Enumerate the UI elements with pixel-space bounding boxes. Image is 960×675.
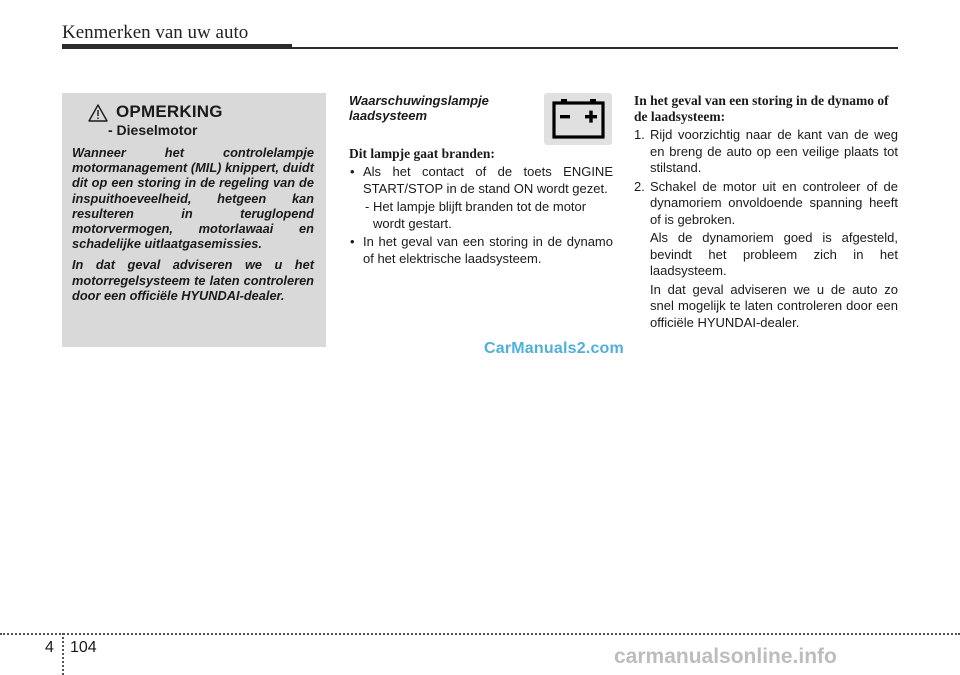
- bullet-marker: •: [350, 234, 355, 249]
- header-rule: [62, 47, 898, 49]
- step-text: Schakel de motor uit en controleer of de dynamoriem onvoldoende spanning heeft of is gebroken.: [650, 178, 898, 227]
- note-header: [72, 103, 314, 122]
- section-heading: In het geval van een storing in de dynamo of de laadsysteem:: [634, 93, 889, 124]
- page-number: 104: [70, 639, 97, 656]
- list-item: [349, 164, 613, 197]
- footer-rule: [0, 633, 960, 635]
- watermark-link[interactable]: CarManuals2.com: [484, 340, 624, 357]
- warning-triangle-icon: [88, 104, 108, 122]
- middle-column: [349, 93, 613, 266]
- bullet-list: [349, 164, 613, 267]
- bullet-marker: •: [350, 164, 355, 179]
- right-column: [634, 93, 898, 331]
- list-subitem: - Het lampje blijft branden tot de motor wordt gestart.: [365, 199, 587, 231]
- step-number: 1.: [634, 127, 645, 142]
- note-title: OPMERKING: [116, 102, 223, 121]
- note-paragraph: In dat geval adviseren we u het motorregelsysteem te laten controleren door een officiële HYUNDAI-dealer.: [72, 257, 314, 303]
- step-paragraph: In dat geval adviseren we u de auto zo snel mogelijk te laten controleren door een officiële HYUNDAI-dealer.: [650, 281, 898, 330]
- numbered-step: [634, 179, 898, 229]
- note-paragraph: Wanneer het controlelampje motormanagement (MIL) knippert, duidt dit op een storing in de regeling van de inspuithoeveelheid, hetgeen kan resulteren in teruglopend motorvermogen, motorlawaai en schadelijke uitlaatgasemissies.: [72, 145, 314, 252]
- step-text: Rijd voorzichtig naar de kant van de weg en breng de auto op een veilige plaats tot stilstand.: [650, 127, 898, 175]
- lead-text: Dit lampje gaat branden:: [349, 146, 495, 161]
- note-box: [62, 93, 326, 347]
- list-item-text: In het geval van een storing in de dynamo of het elektrische laadsysteem.: [363, 234, 613, 266]
- step-paragraph: Als de dynamoriem goed is afgesteld, bevindt het probleem zich in het laadsysteem.: [650, 230, 898, 278]
- list-item: [349, 234, 613, 267]
- list-item-text: Als het contact of de toets ENGINE START/STOP in de stand ON wordt gezet.: [363, 164, 613, 196]
- section-heading: Waarschuwingslampje laadsysteem: [349, 93, 489, 123]
- page-header-title: Kenmerken van uw auto: [62, 22, 249, 43]
- chapter-number: 4: [45, 639, 54, 656]
- numbered-step: [634, 127, 898, 177]
- note-subtitle: - Dieselmotor: [108, 122, 198, 138]
- watermark-footer: carmanualsonline.info: [614, 645, 837, 668]
- footer-divider: [62, 633, 64, 675]
- step-number: 2.: [634, 178, 645, 194]
